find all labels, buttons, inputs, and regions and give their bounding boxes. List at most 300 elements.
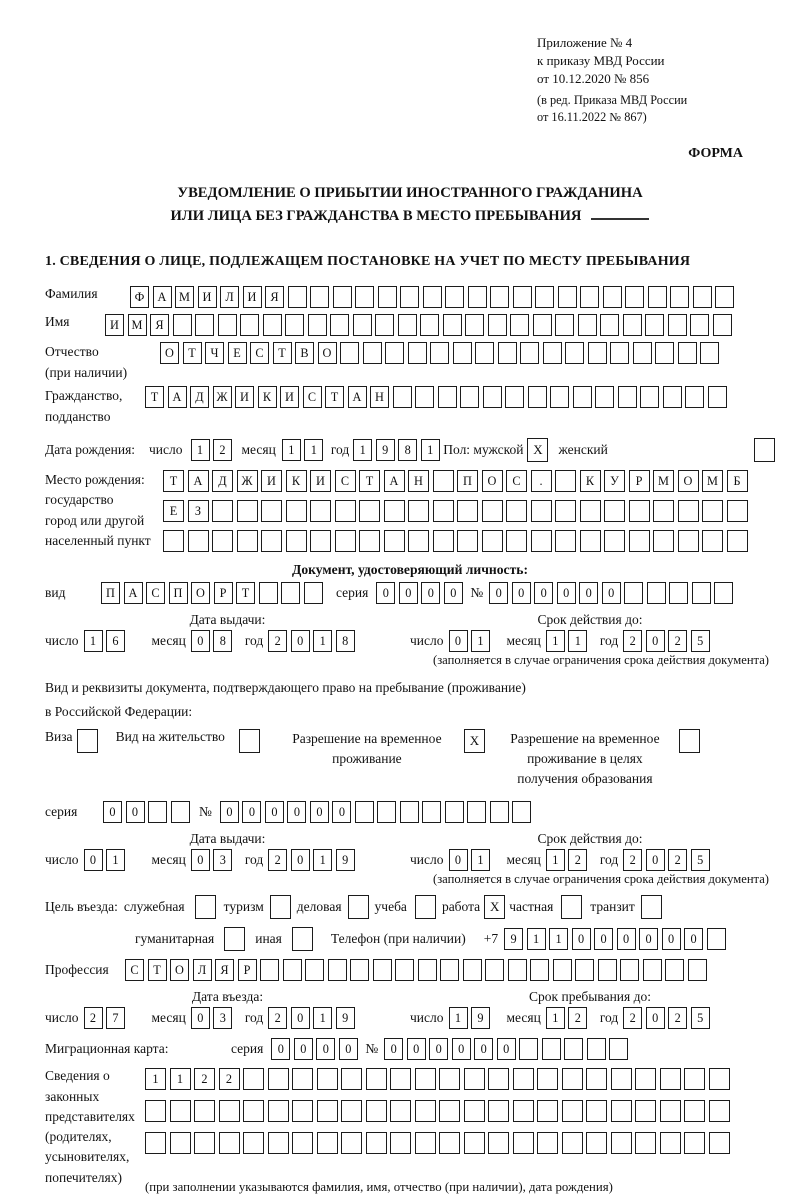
char-cell[interactable]: 0 (310, 801, 329, 823)
char-cell[interactable]: А (168, 386, 187, 408)
char-cell[interactable]: 2 (668, 1007, 687, 1029)
char-cell[interactable] (433, 470, 454, 492)
char-cell[interactable] (580, 530, 601, 552)
char-cell[interactable] (510, 314, 529, 336)
char-cell[interactable] (170, 1100, 191, 1122)
char-cell[interactable] (600, 314, 619, 336)
char-cell[interactable] (463, 959, 482, 981)
char-cell[interactable] (635, 1100, 656, 1122)
char-cell[interactable] (243, 1132, 264, 1154)
char-cell[interactable] (341, 1068, 362, 1090)
char-cell[interactable] (218, 314, 237, 336)
char-cell[interactable] (310, 500, 331, 522)
char-cell[interactable] (611, 1132, 632, 1154)
char-cell[interactable] (457, 530, 478, 552)
char-cell[interactable]: 0 (452, 1038, 471, 1060)
char-cell[interactable] (366, 1132, 387, 1154)
char-cell[interactable] (678, 530, 699, 552)
char-cell[interactable] (488, 1068, 509, 1090)
char-cell[interactable] (707, 928, 726, 950)
char-cell[interactable] (194, 1132, 215, 1154)
char-cell[interactable]: 1 (546, 1007, 565, 1029)
char-cell[interactable] (633, 342, 652, 364)
char-cell[interactable] (384, 500, 405, 522)
char-cell[interactable] (708, 386, 727, 408)
char-cell[interactable] (647, 582, 666, 604)
char-cell[interactable] (328, 959, 347, 981)
char-cell[interactable] (393, 386, 412, 408)
char-cell[interactable]: 0 (594, 928, 613, 950)
char-cell[interactable]: 0 (407, 1038, 426, 1060)
char-cell[interactable] (395, 959, 414, 981)
char-cell[interactable]: М (653, 470, 674, 492)
char-cell[interactable]: 0 (84, 849, 103, 871)
char-cell[interactable] (543, 342, 562, 364)
char-cell[interactable] (665, 959, 684, 981)
char-cell[interactable]: 0 (376, 582, 395, 604)
char-cell[interactable]: 1 (282, 439, 301, 461)
char-cell[interactable] (170, 1132, 191, 1154)
char-cell[interactable]: 5 (691, 849, 710, 871)
char-cell[interactable] (378, 286, 397, 308)
char-cell[interactable] (715, 286, 734, 308)
char-cell[interactable] (513, 1068, 534, 1090)
char-cell[interactable]: 3 (213, 1007, 232, 1029)
char-cell[interactable] (375, 314, 394, 336)
char-cell[interactable] (678, 342, 697, 364)
char-cell[interactable] (506, 500, 527, 522)
purpose-private-checkbox[interactable] (561, 895, 582, 919)
char-cell[interactable]: 1 (549, 928, 568, 950)
char-cell[interactable] (562, 1100, 583, 1122)
char-cell[interactable] (439, 1068, 460, 1090)
char-cell[interactable]: К (580, 470, 601, 492)
char-cell[interactable] (586, 1068, 607, 1090)
char-cell[interactable]: 0 (617, 928, 636, 950)
char-cell[interactable] (587, 1038, 606, 1060)
purpose-humanitarian-checkbox[interactable] (224, 927, 245, 951)
char-cell[interactable] (465, 314, 484, 336)
char-cell[interactable] (490, 286, 509, 308)
char-cell[interactable] (488, 1100, 509, 1122)
char-cell[interactable] (555, 314, 574, 336)
char-cell[interactable] (268, 1100, 289, 1122)
char-cell[interactable] (353, 314, 372, 336)
char-cell[interactable] (670, 286, 689, 308)
char-cell[interactable]: И (280, 386, 299, 408)
char-cell[interactable] (305, 959, 324, 981)
char-cell[interactable] (259, 582, 278, 604)
char-cell[interactable]: 3 (213, 849, 232, 871)
char-cell[interactable]: 1 (84, 630, 103, 652)
char-cell[interactable]: И (310, 470, 331, 492)
char-cell[interactable]: 2 (623, 849, 642, 871)
char-cell[interactable]: 5 (691, 630, 710, 652)
char-cell[interactable] (438, 386, 457, 408)
char-cell[interactable] (490, 801, 509, 823)
char-cell[interactable] (443, 314, 462, 336)
char-cell[interactable]: О (160, 342, 179, 364)
char-cell[interactable] (624, 582, 643, 604)
char-cell[interactable] (684, 1100, 705, 1122)
char-cell[interactable] (709, 1068, 730, 1090)
char-cell[interactable] (550, 386, 569, 408)
char-cell[interactable] (660, 1100, 681, 1122)
char-cell[interactable]: Т (236, 582, 255, 604)
char-cell[interactable]: И (261, 470, 282, 492)
char-cell[interactable]: 0 (294, 1038, 313, 1060)
char-cell[interactable] (385, 342, 404, 364)
char-cell[interactable]: Р (629, 470, 650, 492)
char-cell[interactable]: 2 (623, 1007, 642, 1029)
char-cell[interactable] (188, 530, 209, 552)
char-cell[interactable]: О (678, 470, 699, 492)
char-cell[interactable]: Ч (205, 342, 224, 364)
char-cell[interactable]: И (105, 314, 124, 336)
char-cell[interactable]: Т (148, 959, 167, 981)
char-cell[interactable] (439, 1100, 460, 1122)
char-cell[interactable] (304, 582, 323, 604)
char-cell[interactable]: 8 (398, 439, 417, 461)
char-cell[interactable] (603, 286, 622, 308)
char-cell[interactable] (604, 530, 625, 552)
char-cell[interactable]: И (243, 286, 262, 308)
sex-female-checkbox[interactable] (754, 438, 775, 462)
char-cell[interactable]: И (235, 386, 254, 408)
char-cell[interactable] (684, 1132, 705, 1154)
char-cell[interactable] (333, 286, 352, 308)
char-cell[interactable]: Я (265, 286, 284, 308)
char-cell[interactable]: 0 (242, 801, 261, 823)
char-cell[interactable] (408, 500, 429, 522)
char-cell[interactable] (457, 500, 478, 522)
char-cell[interactable]: О (191, 582, 210, 604)
char-cell[interactable] (537, 1132, 558, 1154)
char-cell[interactable] (390, 1068, 411, 1090)
purpose-other-checkbox[interactable] (292, 927, 313, 951)
char-cell[interactable] (505, 386, 524, 408)
char-cell[interactable]: 0 (291, 630, 310, 652)
char-cell[interactable] (286, 500, 307, 522)
char-cell[interactable] (467, 801, 486, 823)
char-cell[interactable]: 0 (316, 1038, 335, 1060)
rvp-checkbox[interactable]: X (464, 729, 485, 753)
char-cell[interactable]: 0 (512, 582, 531, 604)
char-cell[interactable]: С (303, 386, 322, 408)
char-cell[interactable] (398, 314, 417, 336)
char-cell[interactable]: С (146, 582, 165, 604)
char-cell[interactable] (537, 1068, 558, 1090)
char-cell[interactable]: 2 (568, 1007, 587, 1029)
char-cell[interactable]: 0 (444, 582, 463, 604)
char-cell[interactable] (668, 314, 687, 336)
char-cell[interactable]: Р (214, 582, 233, 604)
purpose-transit-checkbox[interactable] (641, 895, 662, 919)
char-cell[interactable] (555, 470, 576, 492)
char-cell[interactable] (423, 286, 442, 308)
char-cell[interactable]: 0 (103, 801, 122, 823)
char-cell[interactable]: 1 (170, 1068, 191, 1090)
char-cell[interactable]: Т (145, 386, 164, 408)
char-cell[interactable] (506, 530, 527, 552)
char-cell[interactable] (684, 1068, 705, 1090)
char-cell[interactable] (194, 1100, 215, 1122)
char-cell[interactable]: 5 (691, 1007, 710, 1029)
char-cell[interactable] (418, 959, 437, 981)
rvp-education-checkbox[interactable] (679, 729, 700, 753)
char-cell[interactable]: 1 (527, 928, 546, 950)
char-cell[interactable] (330, 314, 349, 336)
char-cell[interactable] (420, 314, 439, 336)
char-cell[interactable]: 0 (399, 582, 418, 604)
char-cell[interactable] (475, 342, 494, 364)
char-cell[interactable]: В (295, 342, 314, 364)
char-cell[interactable] (317, 1068, 338, 1090)
char-cell[interactable]: Д (212, 470, 233, 492)
char-cell[interactable] (237, 530, 258, 552)
char-cell[interactable]: 9 (376, 439, 395, 461)
char-cell[interactable] (148, 801, 167, 823)
char-cell[interactable] (653, 530, 674, 552)
char-cell[interactable] (430, 342, 449, 364)
char-cell[interactable]: Ж (237, 470, 258, 492)
char-cell[interactable]: 9 (471, 1007, 490, 1029)
char-cell[interactable] (542, 1038, 561, 1060)
char-cell[interactable] (488, 314, 507, 336)
char-cell[interactable] (219, 1132, 240, 1154)
char-cell[interactable] (173, 314, 192, 336)
char-cell[interactable]: 2 (268, 1007, 287, 1029)
char-cell[interactable] (243, 1068, 264, 1090)
char-cell[interactable]: 0 (474, 1038, 493, 1060)
char-cell[interactable]: 1 (313, 849, 332, 871)
char-cell[interactable] (260, 959, 279, 981)
char-cell[interactable] (373, 959, 392, 981)
char-cell[interactable] (285, 314, 304, 336)
char-cell[interactable] (573, 386, 592, 408)
char-cell[interactable] (390, 1100, 411, 1122)
char-cell[interactable]: Н (370, 386, 389, 408)
char-cell[interactable]: 1 (449, 1007, 468, 1029)
char-cell[interactable]: П (101, 582, 120, 604)
char-cell[interactable] (685, 386, 704, 408)
char-cell[interactable] (268, 1132, 289, 1154)
char-cell[interactable]: 6 (106, 630, 125, 652)
char-cell[interactable]: 0 (291, 1007, 310, 1029)
char-cell[interactable]: С (125, 959, 144, 981)
char-cell[interactable] (643, 959, 662, 981)
char-cell[interactable] (535, 286, 554, 308)
char-cell[interactable] (286, 530, 307, 552)
char-cell[interactable]: 1 (421, 439, 440, 461)
purpose-business-checkbox[interactable] (348, 895, 369, 919)
char-cell[interactable]: Д (190, 386, 209, 408)
char-cell[interactable]: 0 (646, 630, 665, 652)
char-cell[interactable] (531, 530, 552, 552)
char-cell[interactable] (171, 801, 190, 823)
char-cell[interactable] (261, 500, 282, 522)
char-cell[interactable] (310, 286, 329, 308)
char-cell[interactable] (611, 1100, 632, 1122)
char-cell[interactable] (564, 1038, 583, 1060)
char-cell[interactable] (653, 500, 674, 522)
char-cell[interactable]: 0 (191, 630, 210, 652)
char-cell[interactable] (460, 386, 479, 408)
char-cell[interactable]: 2 (84, 1007, 103, 1029)
char-cell[interactable]: 0 (429, 1038, 448, 1060)
char-cell[interactable]: 9 (336, 1007, 355, 1029)
char-cell[interactable]: Р (238, 959, 257, 981)
char-cell[interactable] (562, 1068, 583, 1090)
char-cell[interactable]: С (250, 342, 269, 364)
char-cell[interactable]: 0 (287, 801, 306, 823)
char-cell[interactable] (660, 1132, 681, 1154)
char-cell[interactable]: У (604, 470, 625, 492)
char-cell[interactable]: 2 (623, 630, 642, 652)
char-cell[interactable]: 1 (471, 630, 490, 652)
char-cell[interactable] (292, 1132, 313, 1154)
char-cell[interactable]: 0 (449, 849, 468, 871)
residence-permit-checkbox[interactable] (239, 729, 260, 753)
char-cell[interactable] (308, 314, 327, 336)
char-cell[interactable] (359, 530, 380, 552)
char-cell[interactable] (580, 500, 601, 522)
char-cell[interactable] (558, 286, 577, 308)
char-cell[interactable] (513, 1132, 534, 1154)
char-cell[interactable] (610, 342, 629, 364)
char-cell[interactable]: К (258, 386, 277, 408)
char-cell[interactable] (528, 386, 547, 408)
char-cell[interactable] (145, 1100, 166, 1122)
char-cell[interactable]: 2 (213, 439, 232, 461)
char-cell[interactable] (390, 1132, 411, 1154)
char-cell[interactable] (565, 342, 584, 364)
char-cell[interactable] (520, 342, 539, 364)
char-cell[interactable]: Я (215, 959, 234, 981)
char-cell[interactable] (212, 530, 233, 552)
char-cell[interactable] (512, 801, 531, 823)
char-cell[interactable] (562, 1132, 583, 1154)
char-cell[interactable] (533, 314, 552, 336)
char-cell[interactable] (341, 1132, 362, 1154)
char-cell[interactable] (488, 1132, 509, 1154)
char-cell[interactable] (240, 314, 259, 336)
char-cell[interactable]: 1 (145, 1068, 166, 1090)
purpose-tourism-checkbox[interactable] (270, 895, 291, 919)
char-cell[interactable]: 0 (384, 1038, 403, 1060)
char-cell[interactable]: 0 (126, 801, 145, 823)
char-cell[interactable]: М (175, 286, 194, 308)
char-cell[interactable]: 0 (421, 582, 440, 604)
char-cell[interactable] (555, 530, 576, 552)
char-cell[interactable] (693, 286, 712, 308)
char-cell[interactable]: А (153, 286, 172, 308)
char-cell[interactable] (578, 314, 597, 336)
char-cell[interactable]: 2 (268, 849, 287, 871)
char-cell[interactable]: М (702, 470, 723, 492)
char-cell[interactable]: А (384, 470, 405, 492)
char-cell[interactable]: . (531, 470, 552, 492)
char-cell[interactable] (377, 801, 396, 823)
char-cell[interactable]: 0 (489, 582, 508, 604)
char-cell[interactable] (212, 500, 233, 522)
char-cell[interactable] (618, 386, 637, 408)
char-cell[interactable] (625, 286, 644, 308)
char-cell[interactable] (645, 314, 664, 336)
char-cell[interactable]: 1 (304, 439, 323, 461)
char-cell[interactable] (439, 1132, 460, 1154)
char-cell[interactable] (281, 582, 300, 604)
char-cell[interactable] (513, 1100, 534, 1122)
char-cell[interactable]: 2 (268, 630, 287, 652)
char-cell[interactable]: 1 (313, 1007, 332, 1029)
char-cell[interactable]: 0 (191, 849, 210, 871)
char-cell[interactable]: Б (727, 470, 748, 492)
char-cell[interactable]: З (188, 500, 209, 522)
char-cell[interactable]: 2 (219, 1068, 240, 1090)
char-cell[interactable] (555, 500, 576, 522)
char-cell[interactable] (635, 1068, 656, 1090)
char-cell[interactable] (408, 530, 429, 552)
char-cell[interactable] (482, 500, 503, 522)
char-cell[interactable] (648, 286, 667, 308)
char-cell[interactable]: 0 (684, 928, 703, 950)
char-cell[interactable]: 9 (336, 849, 355, 871)
char-cell[interactable]: Ж (213, 386, 232, 408)
char-cell[interactable] (317, 1100, 338, 1122)
char-cell[interactable]: М (128, 314, 147, 336)
char-cell[interactable] (611, 1068, 632, 1090)
char-cell[interactable] (350, 959, 369, 981)
char-cell[interactable] (292, 1100, 313, 1122)
char-cell[interactable] (341, 1100, 362, 1122)
char-cell[interactable]: Т (325, 386, 344, 408)
char-cell[interactable]: 9 (504, 928, 523, 950)
char-cell[interactable]: 0 (572, 928, 591, 950)
char-cell[interactable] (635, 1132, 656, 1154)
char-cell[interactable]: И (198, 286, 217, 308)
char-cell[interactable]: 2 (668, 630, 687, 652)
char-cell[interactable] (727, 530, 748, 552)
char-cell[interactable] (384, 530, 405, 552)
char-cell[interactable]: 0 (271, 1038, 290, 1060)
char-cell[interactable] (663, 386, 682, 408)
char-cell[interactable] (268, 1068, 289, 1090)
char-cell[interactable] (464, 1100, 485, 1122)
char-cell[interactable] (145, 1132, 166, 1154)
char-cell[interactable] (292, 1068, 313, 1090)
char-cell[interactable] (363, 342, 382, 364)
char-cell[interactable] (243, 1100, 264, 1122)
char-cell[interactable] (629, 500, 650, 522)
char-cell[interactable]: П (457, 470, 478, 492)
char-cell[interactable]: 2 (568, 849, 587, 871)
char-cell[interactable]: К (286, 470, 307, 492)
char-cell[interactable]: 2 (194, 1068, 215, 1090)
char-cell[interactable]: Е (228, 342, 247, 364)
char-cell[interactable] (335, 530, 356, 552)
char-cell[interactable] (415, 1068, 436, 1090)
char-cell[interactable]: 0 (191, 1007, 210, 1029)
char-cell[interactable] (714, 582, 733, 604)
char-cell[interactable]: 7 (106, 1007, 125, 1029)
char-cell[interactable] (422, 801, 441, 823)
char-cell[interactable]: 0 (646, 1007, 665, 1029)
char-cell[interactable]: 0 (662, 928, 681, 950)
char-cell[interactable]: Т (183, 342, 202, 364)
char-cell[interactable]: Т (273, 342, 292, 364)
char-cell[interactable] (335, 500, 356, 522)
